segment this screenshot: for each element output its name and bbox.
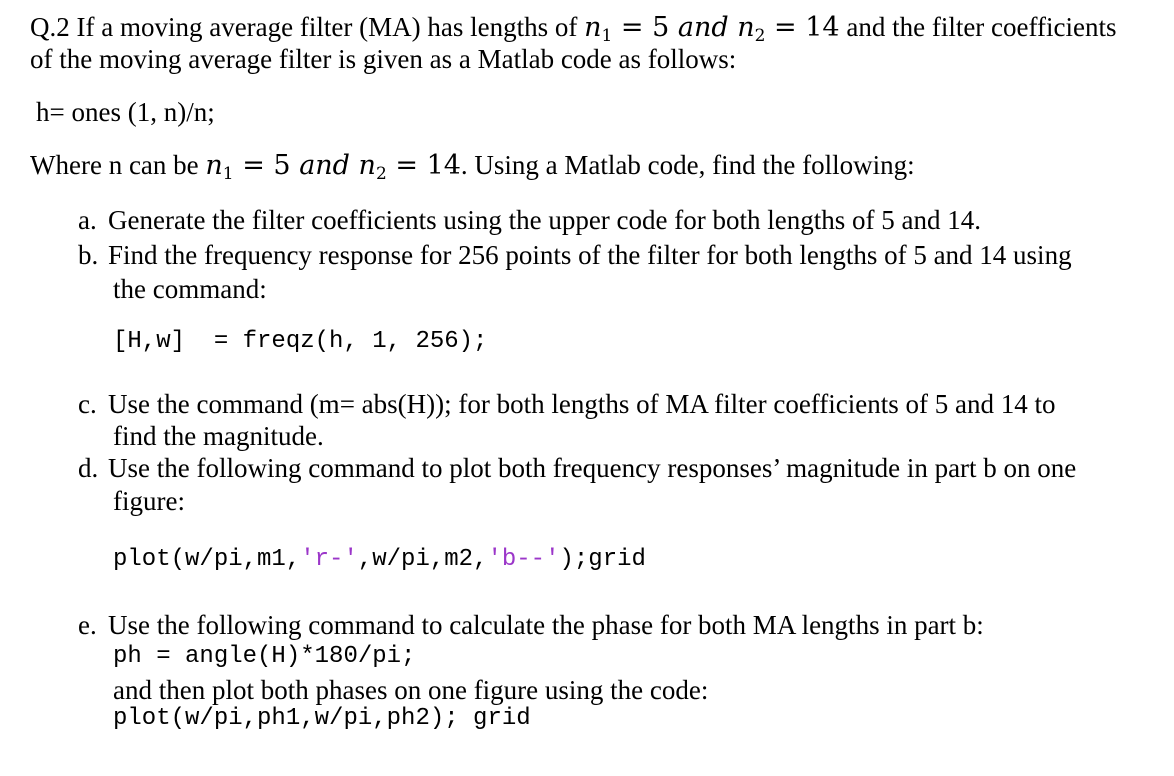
code-h-line: h= ones (1, n)/n; [36,97,215,127]
math-and: and [290,150,359,181]
item-c-text: Use the command (m= abs(H)); for both lengths of MA filter coefficients of 5 and 14 to [108,389,1056,419]
where-line [30,150,915,184]
math-v1: 5 [273,150,291,181]
item-e-code-1: ph = angle(H)*180/pi; [113,643,416,670]
code-string-red: 'r-' [300,546,358,573]
math-sub1: 1 [222,164,234,184]
code-string-blue: 'b--' [487,546,560,573]
code-part: );grid [559,546,646,573]
math-and: and [669,12,738,43]
math-v1: 5 [652,12,670,43]
math-eq2: = [386,150,427,181]
math-sub1: 1 [601,26,613,46]
item-e-text-2: and then plot both phases on one figure using the code: [113,675,709,705]
math-n1: n [584,12,602,43]
code-part: ,w/pi,m2, [357,546,488,573]
item-e [78,612,984,639]
math-n1: n [205,150,223,181]
math-eq2: = [765,12,806,43]
item-e-letter: e. [78,610,97,640]
math-v2: 14 [805,12,840,43]
item-d-code [113,548,646,572]
item-b-text-2: the command: [113,274,267,304]
item-e-text: Use the following command to calculate the phase for both MA lengths in part b: [108,610,984,640]
item-b-letter: b. [78,240,99,270]
where-text-end: . Using a Matlab code, find the following: [460,150,915,180]
item-b-code: [H,w] = freqz(h, 1, 256); [113,328,488,355]
item-c-letter: c. [78,389,97,419]
question-line-2: of the moving average filter is given as a Matlab code as follows: [30,44,737,74]
item-a-letter: a. [78,205,97,235]
math-v2: 14 [426,150,461,181]
item-b-text: Find the frequency response for 256 points of the filter for both lengths of 5 and 14 using [108,240,1072,270]
item-c-text-2: find the magnitude. [113,421,324,451]
item-c [78,391,1056,418]
question-text-end: and the filter coefficients [839,12,1117,42]
item-d-letter: d. [78,453,99,483]
where-text: Where n can be [30,150,206,180]
math-eq1: = [233,150,274,181]
math-eq1: = [612,12,653,43]
item-d [78,455,1076,482]
item-d-text-2: figure: [113,486,185,516]
math-sub2: 2 [754,26,766,46]
math-sub2: 2 [375,164,387,184]
question-line-1 [30,12,1117,46]
item-e-code-2: plot(w/pi,ph1,w/pi,ph2); grid [113,705,531,732]
math-n2: n [358,150,376,181]
item-d-text: Use the following command to plot both frequency responses’ magnitude in part b on one [108,453,1077,483]
math-n2: n [737,12,755,43]
item-a-text: Generate the filter coefficients using the upper code for both lengths of 5 and 14. [108,205,981,235]
code-part: plot(w/pi,m1, [113,546,301,573]
item-a [78,207,981,234]
item-b [78,242,1072,269]
question-text: Q.2 If a moving average filter (MA) has lengths of [30,12,585,42]
